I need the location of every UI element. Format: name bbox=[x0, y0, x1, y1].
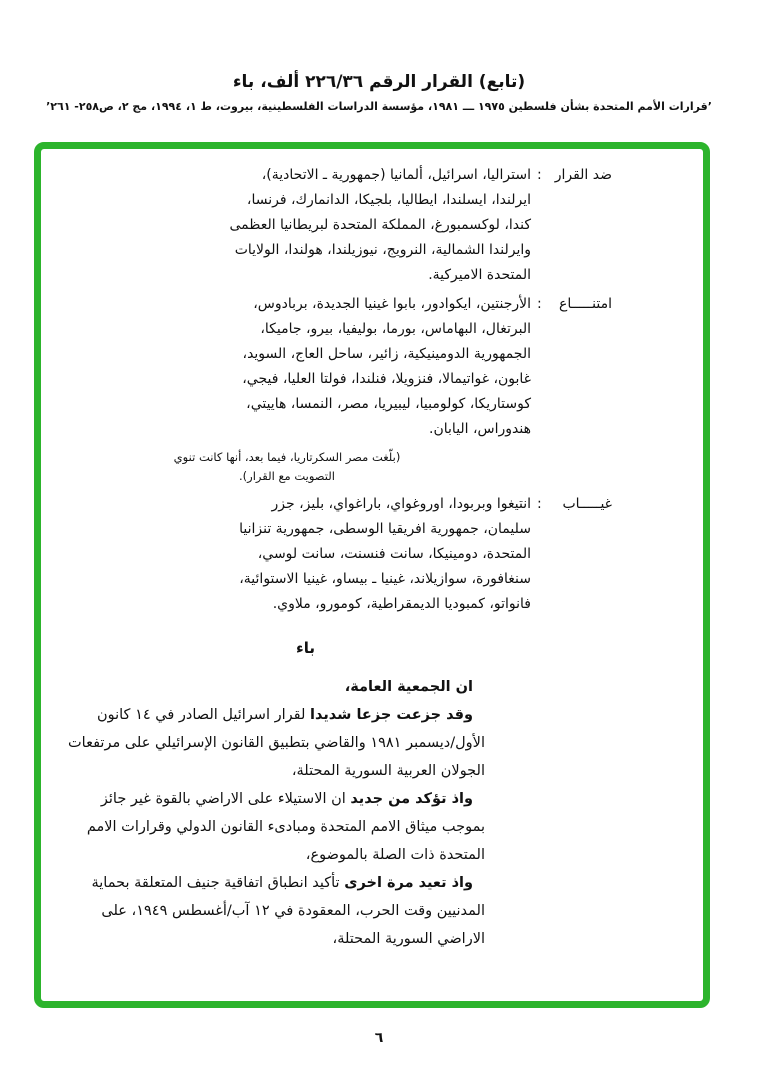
section-b-heading: باء bbox=[296, 639, 315, 657]
vote-line: سنغافورة، سوازيلاند، غينيا ـ بيساو، غينيا الاستوائية، bbox=[239, 571, 531, 587]
secretariat-note bbox=[171, 448, 403, 486]
paragraph-line: المدنيين وقت الحرب، المعقودة في ١٢ آب/أغسطس ١٩٤٩، على bbox=[101, 903, 485, 919]
paragraph-line: الجولان العربية السورية المحتلة، bbox=[291, 763, 485, 779]
resolution-paragraph bbox=[68, 701, 485, 785]
paragraph-line bbox=[91, 869, 485, 897]
vote-label-colon: : bbox=[537, 496, 542, 512]
vote-list-against bbox=[173, 163, 531, 288]
assembly-opener: ان الجمعية العامة، bbox=[344, 679, 473, 695]
vote-line: هندوراس، اليابان. bbox=[429, 421, 531, 437]
vote-line: انتيغوا وبربودا، اوروغواي، باراغواي، بليز، جزر bbox=[271, 496, 531, 512]
vote-block-against bbox=[41, 163, 612, 288]
vote-line: المتحدة الاميركية. bbox=[428, 267, 531, 283]
vote-line: كندا، لوكسمبورغ، المملكة المتحدة لبريطانيا العظمى bbox=[229, 217, 531, 233]
page-number: ٦ bbox=[374, 1030, 384, 1046]
vote-block-abstain bbox=[41, 292, 612, 442]
vote-label-text: غيـــــاب bbox=[562, 496, 612, 512]
source-citation: ’قرارات الأمم المتحدة بشأن فلسطين ١٩٧٥ ـــ ١٩٨١، مؤسسة الدراسات الفلسطينية، بيروت، ط ١، ١٩٩٤، مج ٢، ص٢٥٨- ٢٦١’ bbox=[46, 100, 712, 113]
vote-list-abstain bbox=[173, 292, 531, 442]
paragraph-lead-rest: لقرار اسرائيل الصادر في ١٤ كانون bbox=[96, 707, 310, 723]
paragraph-line: بموجب ميثاق الامم المتحدة ومبادىء القانون الدولي وقرارات الامم bbox=[86, 819, 485, 835]
vote-label-against bbox=[537, 163, 612, 288]
vote-line: البرتغال، البهاماس، بورما، بوليفيا، بيرو، جاميكا، bbox=[260, 321, 531, 337]
content-border-box bbox=[34, 142, 710, 1008]
vote-line: ايرلندا، ايسلندا، ايطاليا، بلجيكا، الدانمارك، فرنسا، bbox=[246, 192, 531, 208]
vote-label-absent bbox=[537, 492, 612, 617]
paragraph-lead: واذ تعيد مرة اخرى bbox=[344, 875, 473, 891]
paragraph-lead: واذ تؤكد من جديد bbox=[350, 791, 473, 807]
paragraph-lead: وقد جزعت جزعا شديدا bbox=[310, 707, 473, 723]
paragraph-line: المتحدة ذات الصلة بالموضوع، bbox=[305, 847, 485, 863]
vote-line: كوستاريكا، كولومبيا، ليبيريا، مصر، النمسا، هاييتي، bbox=[246, 396, 531, 412]
vote-block-absent bbox=[41, 492, 612, 617]
vote-line: وايرلندا الشمالية، النرويج، نيوزيلندا، هولندا، الولايات bbox=[234, 242, 531, 258]
vote-line: فانواتو، كمبوديا الديمقراطية، كومورو، ملاوي. bbox=[272, 596, 531, 612]
vote-line: الأرجنتين، ايكوادور، بابوا غينيا الجديدة، بربادوس، bbox=[253, 296, 531, 312]
vote-label-colon: : bbox=[537, 296, 542, 312]
paragraph-line bbox=[96, 701, 485, 729]
vote-line: المتحدة، دومينيكا، سانت فنسنت، سانت لوسي، bbox=[257, 546, 531, 562]
vote-line: سليمان، جمهورية افريقيا الوسطى، جمهورية تنزانيا bbox=[239, 521, 531, 537]
vote-label-abstain bbox=[537, 292, 612, 442]
note-line: التصويت مع القرار). bbox=[239, 469, 335, 483]
vote-line: استراليا، اسرائيل، ألمانيا (جمهورية ـ الاتحادية)، bbox=[261, 167, 531, 183]
vote-label-colon: : bbox=[537, 167, 542, 183]
paragraph-line: الأول/ديسمبر ١٩٨١ والقاضي بتطبيق القانون الإسرائيلي على مرتفعات bbox=[68, 735, 485, 751]
page-title: (تابع) القرار الرقم ٢٢٦/٣٦ ألف، باء bbox=[232, 72, 526, 92]
resolution-paragraph bbox=[91, 869, 485, 953]
paragraph-lead-rest: ان الاستيلاء على الاراضي بالقوة غير جائز bbox=[100, 791, 351, 807]
section-b bbox=[68, 639, 485, 953]
paragraph-line: الاراضي السورية المحتلة، bbox=[332, 931, 485, 947]
vote-line: الجمهورية الدومينيكية، زائير، ساحل العاج، السويد، bbox=[242, 346, 531, 362]
note-line: (بلّغت مصر السكرتاريا، فيما بعد، أنها كانت تنوي bbox=[173, 450, 401, 464]
vote-list-absent bbox=[173, 492, 531, 617]
vote-label-text: امتنـــــاع bbox=[559, 296, 612, 312]
vote-label-text: ضد القرار bbox=[554, 167, 612, 183]
paragraph-lead-rest: تأكيد انطباق اتفاقية جنيف المتعلقة بحماية bbox=[91, 875, 345, 891]
paragraph-line bbox=[100, 785, 485, 813]
document-header bbox=[0, 72, 758, 113]
vote-line: غابون، غواتيمالا، فنزويلا، فنلندا، فولتا العليا، فيجي، bbox=[242, 371, 531, 387]
resolution-paragraph bbox=[86, 785, 485, 869]
